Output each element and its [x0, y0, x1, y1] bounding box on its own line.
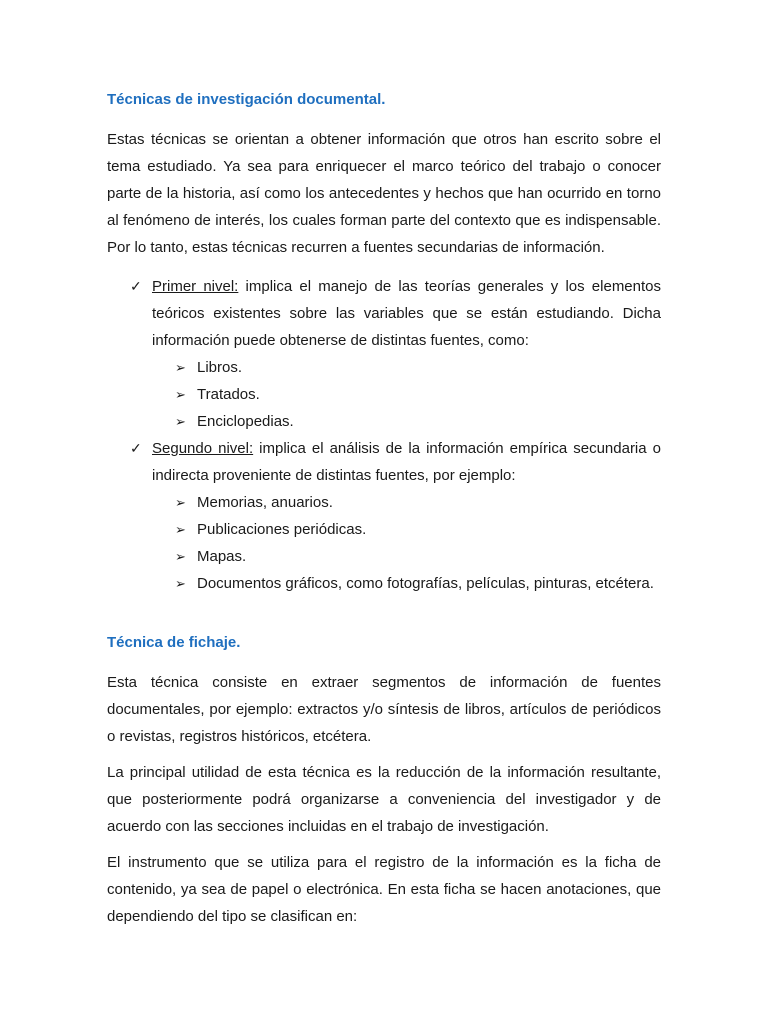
list-item-text: Mapas.: [197, 548, 247, 565]
list-item-text: Memorias, anuarios.: [197, 494, 333, 511]
list-item-text: Libros.: [197, 359, 243, 376]
list-item: [175, 354, 661, 381]
list-item-text: Enciclopedias.: [197, 413, 294, 430]
check-icon: ✓: [130, 278, 142, 294]
arrow-right-icon: ➢: [175, 387, 186, 402]
body-paragraph: Esta técnica consiste en extraer segmentos de información de fuentes documentales, por ejemplo: extractos y/o síntesis de libros, artículos de periódicos o revistas, registros históricos, etcétera.: [107, 674, 661, 745]
level-item-primer: [130, 273, 662, 435]
list-item-text: Tratados.: [197, 386, 260, 403]
section-heading-investigacion: Técnicas de investigación documental.: [107, 91, 386, 108]
list-item-text: Publicaciones periódicas.: [197, 521, 367, 538]
body-paragraph: El instrumento que se utiliza para el registro de la información es la ficha de contenido, ya sea de papel o electrónica. En esta ficha se hacen anotaciones, que dependiendo del tipo se clasifican en:: [107, 854, 661, 925]
list-item: [175, 543, 661, 570]
list-item: [175, 408, 661, 435]
level-text: implica el análisis de la información empírica secundaria o indirecta proveniente de distintas fuentes, por ejemplo:: [152, 440, 661, 484]
arrow-right-icon: ➢: [175, 495, 186, 510]
body-paragraph: La principal utilidad de esta técnica es la reducción de la información resultante, que posteriormente podrá organizarse a conveniencia del investigador y de acuerdo con las secciones incluidas en el trabajo de investigación.: [107, 764, 661, 835]
level-text: implica el manejo de las teorías generales y los elementos teóricos existentes sobre las variables que se están estudiando. Dicha información puede obtenerse de distintas fuentes, como:: [152, 278, 662, 349]
arrow-right-icon: ➢: [175, 549, 186, 564]
arrow-right-icon: ➢: [175, 360, 186, 375]
level-label: Primer nivel:: [152, 278, 239, 295]
list-item: [175, 516, 661, 543]
arrow-right-icon: ➢: [175, 522, 186, 537]
sources-list: [152, 489, 661, 597]
check-icon: ✓: [130, 440, 142, 456]
list-item-text: Documentos gráficos, como fotografías, películas, pinturas, etcétera.: [197, 575, 654, 592]
arrow-right-icon: ➢: [175, 576, 186, 591]
levels-list: [107, 273, 661, 597]
intro-paragraph: Estas técnicas se orientan a obtener información que otros han escrito sobre el tema estudiado. Ya sea para enriquecer el marco teórico del trabajo o conocer parte de la historia, así como los antecedentes y hechos que han ocurrido en torno al fenómeno de interés, los cuales forman parte del contexto que es indispensable. Por lo tanto, estas técnicas recurren a fuentes secundarias de información.: [107, 131, 661, 256]
arrow-right-icon: ➢: [175, 414, 186, 429]
list-item: [175, 489, 661, 516]
level-label: Segundo nivel:: [152, 440, 254, 457]
sources-list: [152, 354, 661, 435]
list-item: [175, 381, 661, 408]
section-heading-fichaje: Técnica de fichaje.: [107, 634, 241, 651]
list-item: [175, 570, 661, 597]
level-item-segundo: [130, 435, 661, 597]
